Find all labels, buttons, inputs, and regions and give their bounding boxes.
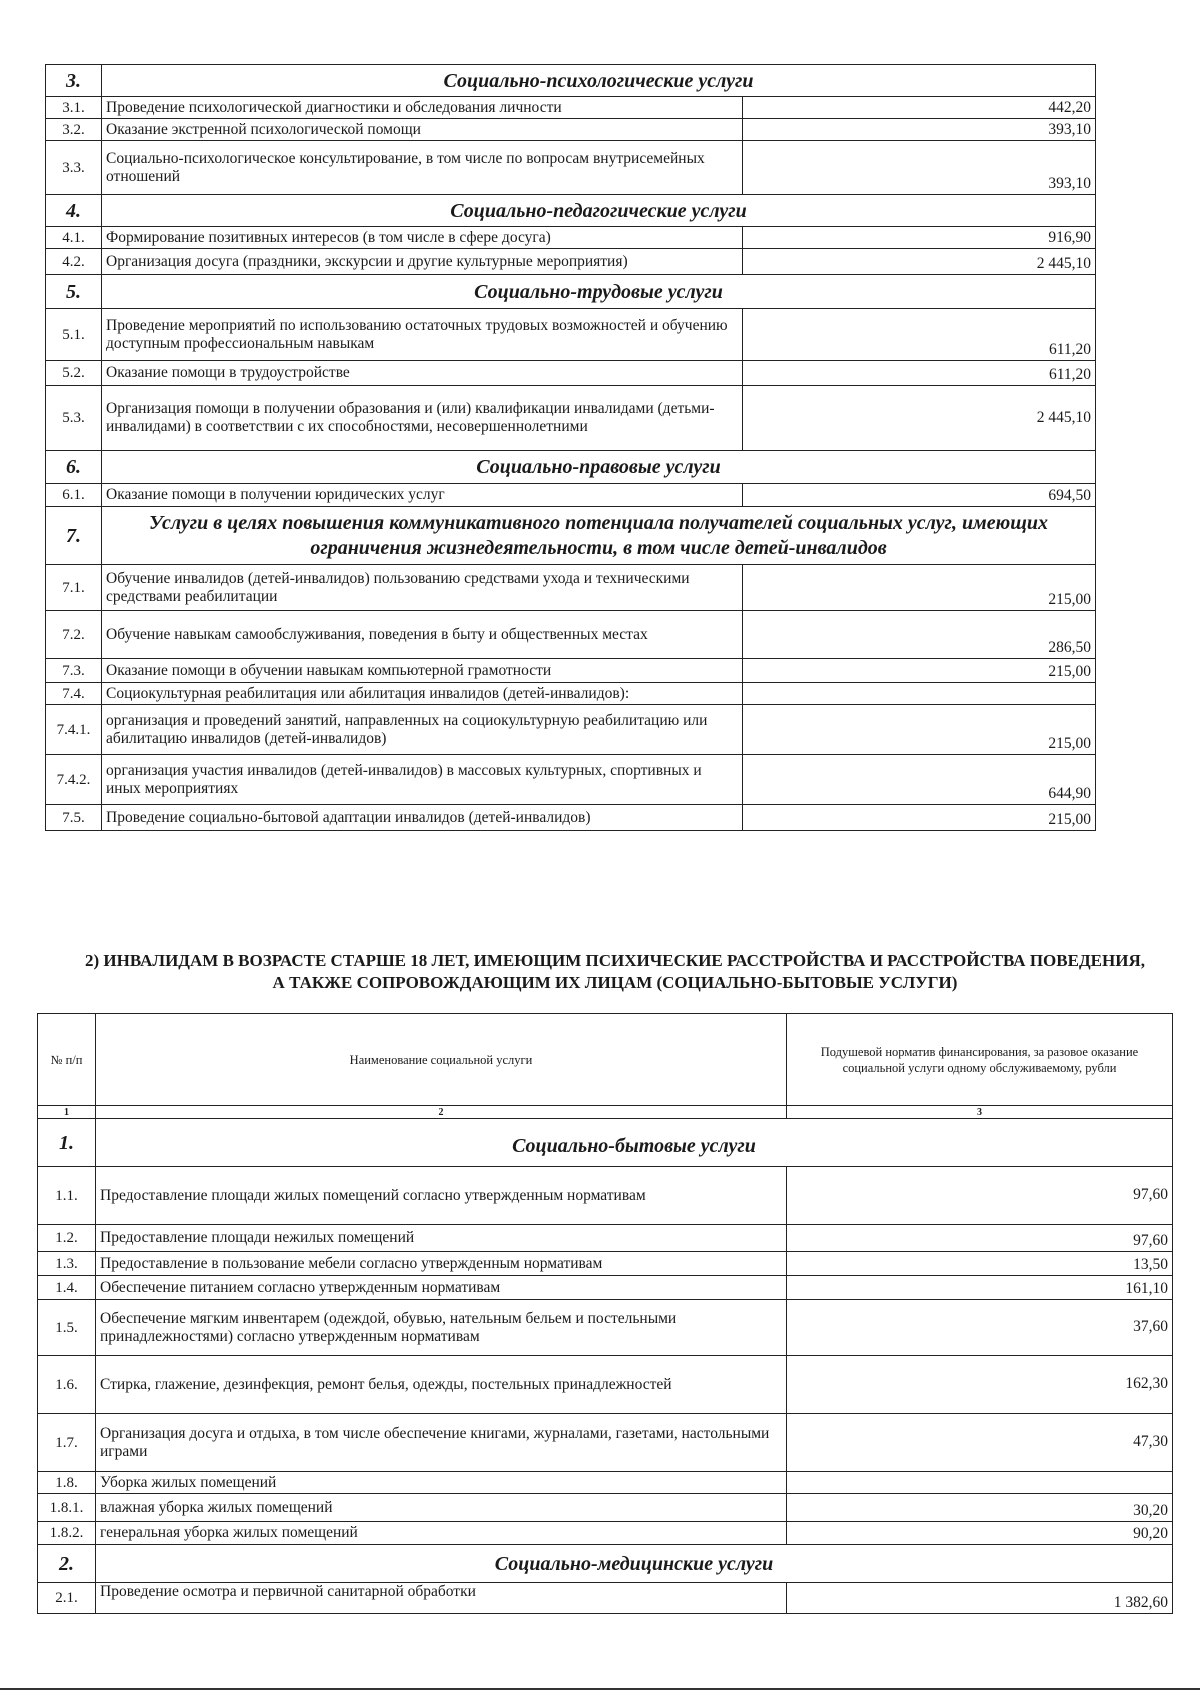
row-number: 6.1. bbox=[46, 484, 102, 507]
service-value: 30,20 bbox=[787, 1494, 1173, 1522]
service-value: 47,30 bbox=[787, 1414, 1173, 1472]
service-name: Обучение навыкам самообслуживания, поведения в быту и общественных местах bbox=[102, 611, 743, 659]
section-title: Услуги в целях повышения коммуникативного потенциала получателей социальных услуг, имеющих ограничения жизнедеятельности, в том числе детей-инвалидов bbox=[102, 507, 1096, 565]
service-value: 215,00 bbox=[743, 805, 1096, 831]
section-row bbox=[46, 507, 1096, 565]
row-number: 1.5. bbox=[38, 1300, 96, 1356]
table-row bbox=[46, 683, 1096, 705]
column-header-number: № п/п bbox=[38, 1014, 96, 1106]
table-row bbox=[38, 1276, 1173, 1300]
table-row bbox=[38, 1167, 1173, 1225]
section-number: 4. bbox=[46, 195, 102, 227]
row-number: 1.3. bbox=[38, 1252, 96, 1276]
row-number: 5.3. bbox=[46, 386, 102, 451]
service-value: 2 445,10 bbox=[743, 386, 1096, 451]
row-number: 7.5. bbox=[46, 805, 102, 831]
service-value: 13,50 bbox=[787, 1252, 1173, 1276]
row-number: 7.3. bbox=[46, 659, 102, 683]
service-name: Проведение социально-бытовой адаптации инвалидов (детей-инвалидов) bbox=[102, 805, 743, 831]
table-row bbox=[38, 1252, 1173, 1276]
service-value: 1 382,60 bbox=[787, 1583, 1173, 1614]
row-number: 1.1. bbox=[38, 1167, 96, 1225]
row-number: 1.8.2. bbox=[38, 1522, 96, 1545]
service-name: Предоставление площади жилых помещений согласно утвержденным нормативам bbox=[96, 1167, 787, 1225]
service-name: Оказание помощи в обучении навыкам компьютерной грамотности bbox=[102, 659, 743, 683]
service-name: Предоставление площади нежилых помещений bbox=[96, 1225, 787, 1252]
service-value: 286,50 bbox=[743, 611, 1096, 659]
table-row bbox=[46, 361, 1096, 386]
service-value: 215,00 bbox=[743, 659, 1096, 683]
section-title: Социально-правовые услуги bbox=[102, 451, 1096, 484]
service-value: 611,20 bbox=[743, 309, 1096, 361]
row-number: 1.8. bbox=[38, 1472, 96, 1494]
table-row bbox=[38, 1494, 1173, 1522]
service-name: влажная уборка жилых помещений bbox=[96, 1494, 787, 1522]
row-number: 1.2. bbox=[38, 1225, 96, 1252]
table-row bbox=[46, 97, 1096, 119]
service-name: Организация досуга (праздники, экскурсии и другие культурные мероприятия) bbox=[102, 249, 743, 275]
service-value: 90,20 bbox=[787, 1522, 1173, 1545]
section-number: 7. bbox=[46, 507, 102, 565]
table-row bbox=[46, 119, 1096, 141]
service-value: 97,60 bbox=[787, 1167, 1173, 1225]
section-row bbox=[46, 275, 1096, 309]
service-name: Оказание экстренной психологической помощи bbox=[102, 119, 743, 141]
section-number: 6. bbox=[46, 451, 102, 484]
service-name: Организация помощи в получении образования и (или) квалификации инвалидами (детьми-инвалидами) в соответствии с их способностями, несовершеннолетними bbox=[102, 386, 743, 451]
table-row bbox=[46, 484, 1096, 507]
section-title: Социально-трудовые услуги bbox=[102, 275, 1096, 309]
service-name: Предоставление в пользование мебели согласно утвержденным нормативам bbox=[96, 1252, 787, 1276]
service-name: Оказание помощи в получении юридических услуг bbox=[102, 484, 743, 507]
column-number: 1 bbox=[38, 1106, 96, 1119]
section-title: Социально-психологические услуги bbox=[102, 65, 1096, 97]
service-name: Обучение инвалидов (детей-инвалидов) пользованию средствами ухода и техническими средствами реабилитации bbox=[102, 565, 743, 611]
row-number: 7.4.1. bbox=[46, 705, 102, 755]
column-number: 2 bbox=[96, 1106, 787, 1119]
table-header-row bbox=[38, 1014, 1173, 1106]
service-value: 2 445,10 bbox=[743, 249, 1096, 275]
section-heading: 2) ИНВАЛИДАМ В ВОЗРАСТЕ СТАРШЕ 18 ЛЕТ, ИМЕЮЩИМ ПСИХИЧЕСКИЕ РАССТРОЙСТВА И РАССТРОЙСТВА ПОВЕДЕНИЯ, А ТАКЖЕ СОПРОВОЖДАЮЩИМ ИХ ЛИЦАМ (СОЦИАЛЬНО-БЫТОВЫЕ УСЛУГИ) bbox=[85, 951, 1145, 992]
service-name: Проведение психологической диагностики и обследования личности bbox=[102, 97, 743, 119]
service-name: организация участия инвалидов (детей-инвалидов) в массовых культурных, спортивных и иных мероприятиях bbox=[102, 755, 743, 805]
service-value: 162,30 bbox=[787, 1356, 1173, 1414]
column-header-norm: Подушевой норматив финансирования, за разовое оказание социальной услуги одному обслуживаемому, рубли bbox=[787, 1014, 1173, 1106]
section-row bbox=[46, 451, 1096, 484]
service-value: 97,60 bbox=[787, 1225, 1173, 1252]
row-number: 3.1. bbox=[46, 97, 102, 119]
section-title: Социально-медицинские услуги bbox=[96, 1545, 1173, 1583]
section-number: 3. bbox=[46, 65, 102, 97]
table-row bbox=[46, 249, 1096, 275]
table-row bbox=[46, 565, 1096, 611]
row-number: 4.2. bbox=[46, 249, 102, 275]
service-value: 215,00 bbox=[743, 565, 1096, 611]
service-value bbox=[787, 1472, 1173, 1494]
service-value: 37,60 bbox=[787, 1300, 1173, 1356]
table-row bbox=[38, 1356, 1173, 1414]
table-row bbox=[38, 1472, 1173, 1494]
service-value: 611,20 bbox=[743, 361, 1096, 386]
table-row bbox=[38, 1300, 1173, 1356]
table-row bbox=[46, 805, 1096, 831]
service-value: 916,90 bbox=[743, 227, 1096, 249]
row-number: 1.4. bbox=[38, 1276, 96, 1300]
page-edge-line bbox=[0, 1688, 1200, 1690]
table-row bbox=[38, 1225, 1173, 1252]
service-value: 393,10 bbox=[743, 119, 1096, 141]
column-header-name: Наименование социальной услуги bbox=[96, 1014, 787, 1106]
row-number: 1.7. bbox=[38, 1414, 96, 1472]
table-row bbox=[46, 141, 1096, 195]
table-row bbox=[38, 1522, 1173, 1545]
section-number: 2. bbox=[38, 1545, 96, 1583]
service-name: Стирка, глажение, дезинфекция, ремонт белья, одежды, постельных принадлежностей bbox=[96, 1356, 787, 1414]
service-value: 694,50 bbox=[743, 484, 1096, 507]
section-title: Социально-бытовые услуги bbox=[96, 1119, 1173, 1167]
section-number: 1. bbox=[38, 1119, 96, 1167]
service-name: организация и проведений занятий, направленных на социокультурную реабилитацию или абилитацию инвалидов (детей-инвалидов) bbox=[102, 705, 743, 755]
column-number-row bbox=[38, 1106, 1173, 1119]
table-row bbox=[46, 227, 1096, 249]
service-value bbox=[743, 683, 1096, 705]
row-number: 7.4.2. bbox=[46, 755, 102, 805]
row-number: 7.2. bbox=[46, 611, 102, 659]
table-row bbox=[46, 386, 1096, 451]
service-value: 644,90 bbox=[743, 755, 1096, 805]
row-number: 7.1. bbox=[46, 565, 102, 611]
service-name: Социально-психологическое консультирование, в том числе по вопросам внутрисемейных отношений bbox=[102, 141, 743, 195]
service-name: Обеспечение мягким инвентарем (одеждой, обувью, нательным бельем и постельными принадлежностями) согласно утвержденным нормативам bbox=[96, 1300, 787, 1356]
row-number: 1.6. bbox=[38, 1356, 96, 1414]
service-name: генеральная уборка жилых помещений bbox=[96, 1522, 787, 1545]
section-number: 5. bbox=[46, 275, 102, 309]
service-name: Проведение осмотра и первичной санитарной обработки bbox=[96, 1583, 787, 1614]
services-table-2 bbox=[37, 1013, 1173, 1614]
table-row bbox=[46, 705, 1096, 755]
row-number: 4.1. bbox=[46, 227, 102, 249]
section-title: Социально-педагогические услуги bbox=[102, 195, 1096, 227]
table-row bbox=[46, 309, 1096, 361]
table-row bbox=[38, 1414, 1173, 1472]
row-number: 3.2. bbox=[46, 119, 102, 141]
services-table-1 bbox=[45, 64, 1096, 831]
row-number: 5.2. bbox=[46, 361, 102, 386]
row-number: 5.1. bbox=[46, 309, 102, 361]
table-row bbox=[38, 1583, 1173, 1614]
section-row bbox=[38, 1545, 1173, 1583]
table-row bbox=[46, 611, 1096, 659]
table-row bbox=[46, 755, 1096, 805]
section-row bbox=[46, 65, 1096, 97]
section-row bbox=[46, 195, 1096, 227]
service-name: Оказание помощи в трудоустройстве bbox=[102, 361, 743, 386]
row-number: 2.1. bbox=[38, 1583, 96, 1614]
service-value: 442,20 bbox=[743, 97, 1096, 119]
service-name: Уборка жилых помещений bbox=[96, 1472, 787, 1494]
service-name: Социокультурная реабилитация или абилитация инвалидов (детей-инвалидов): bbox=[102, 683, 743, 705]
section-row bbox=[38, 1119, 1173, 1167]
service-name: Проведение мероприятий по использованию остаточных трудовых возможностей и обучению доступным профессиональным навыкам bbox=[102, 309, 743, 361]
service-name: Организация досуга и отдыха, в том числе обеспечение книгами, журналами, газетами, настольными играми bbox=[96, 1414, 787, 1472]
column-number: 3 bbox=[787, 1106, 1173, 1119]
table-row bbox=[46, 659, 1096, 683]
row-number: 1.8.1. bbox=[38, 1494, 96, 1522]
service-name: Формирование позитивных интересов (в том числе в сфере досуга) bbox=[102, 227, 743, 249]
service-name: Обеспечение питанием согласно утвержденным нормативам bbox=[96, 1276, 787, 1300]
service-value: 215,00 bbox=[743, 705, 1096, 755]
row-number: 7.4. bbox=[46, 683, 102, 705]
service-value: 393,10 bbox=[743, 141, 1096, 195]
service-value: 161,10 bbox=[787, 1276, 1173, 1300]
row-number: 3.3. bbox=[46, 141, 102, 195]
